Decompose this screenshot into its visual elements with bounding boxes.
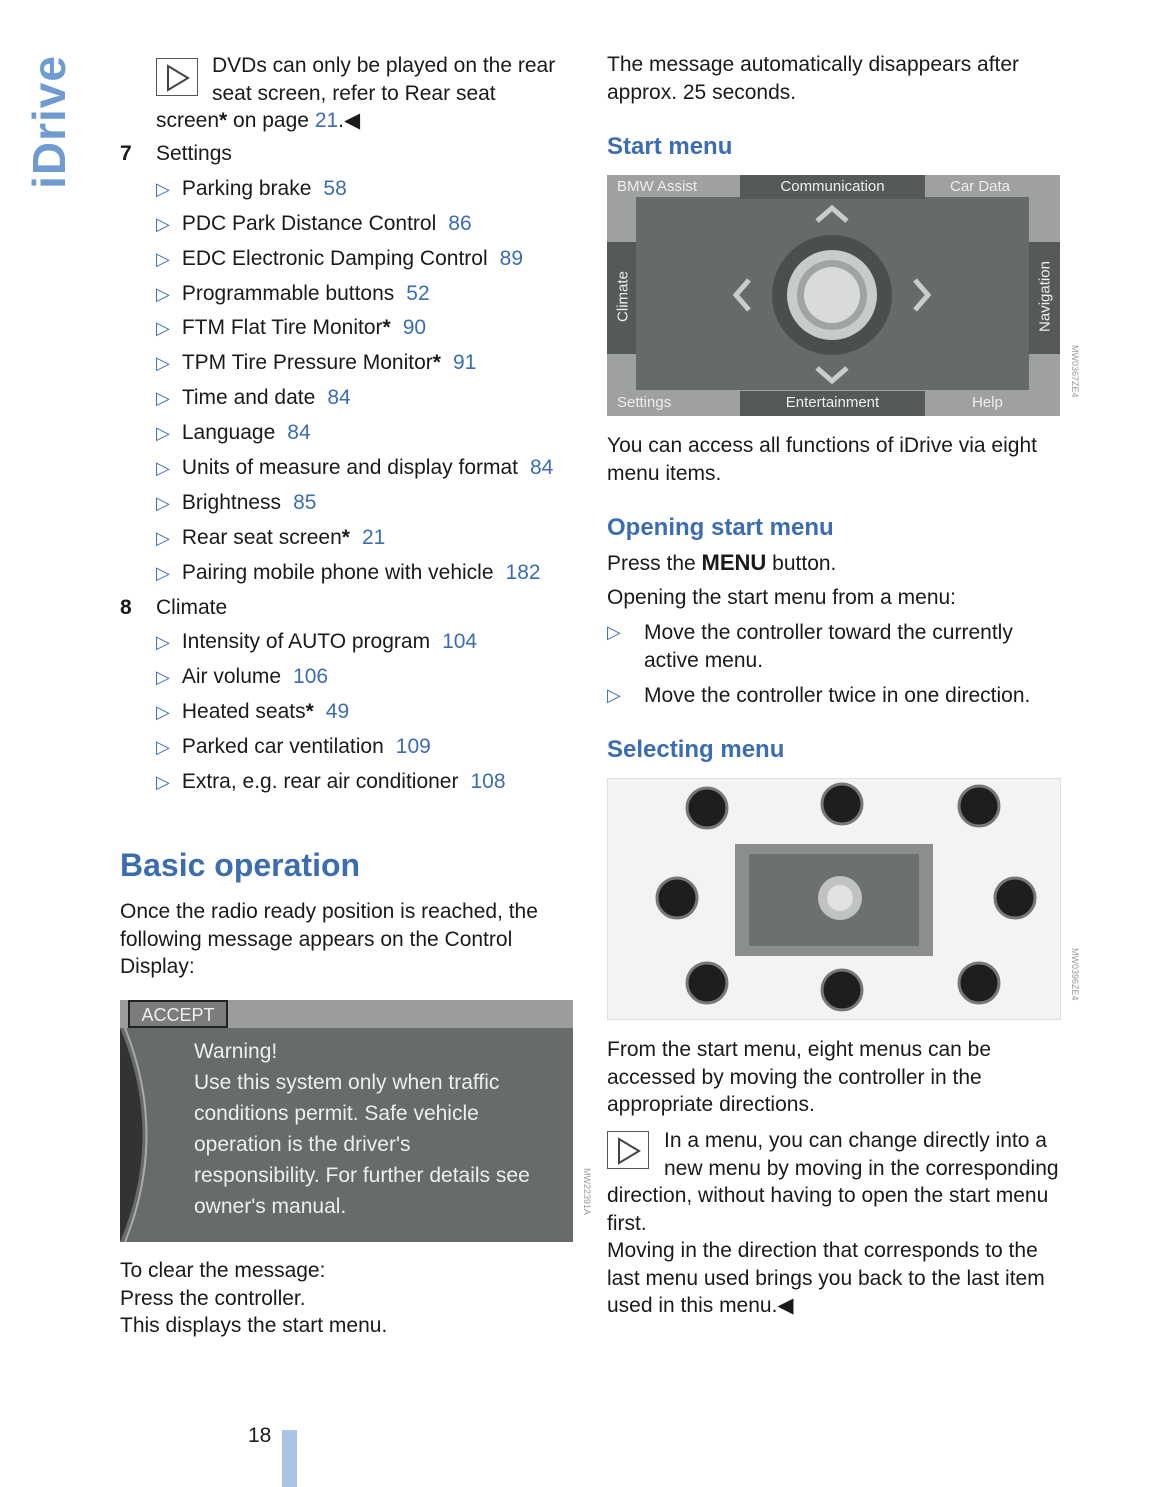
list-item <box>120 486 580 521</box>
optional-star: * <box>432 351 441 375</box>
image-code: MW22391A <box>582 1168 592 1216</box>
group-title: Climate <box>156 595 228 619</box>
page-link[interactable]: 86 <box>448 211 472 235</box>
controller-knob-icon <box>822 970 862 1010</box>
list-item <box>120 277 580 312</box>
selecting-title: Selecting menu <box>607 736 785 763</box>
triangle-bullet-icon: ▷ <box>156 318 170 339</box>
accept-tab: ACCEPT <box>128 1000 228 1028</box>
triangle-bullet-icon: ▷ <box>156 667 170 688</box>
warning-line: operation is the driver's <box>194 1133 411 1156</box>
triangle-bullet-icon: ▷ <box>156 772 170 793</box>
optional-star: * <box>305 700 314 724</box>
start-menu-screenshot <box>607 175 1060 416</box>
item-label: Programmable buttons <box>181 281 395 305</box>
access-text: You can access all functions of iDrive via eight menu items. <box>607 434 1037 485</box>
warning-arc-decoration <box>120 1028 160 1242</box>
list-item <box>120 242 580 277</box>
triangle-bullet-icon: ▷ <box>156 283 170 304</box>
list-group-climate <box>120 591 580 626</box>
item-label: Air volume <box>181 665 282 689</box>
item-label: Parked car ventilation <box>181 735 384 759</box>
warning-line: responsibility. For further details see <box>194 1164 530 1187</box>
menu-help: Help <box>972 394 1003 411</box>
triangle-bullet-icon: ▷ <box>156 492 170 513</box>
item-label: Language <box>181 421 276 445</box>
page-link[interactable]: 84 <box>327 386 351 410</box>
list-item <box>120 660 580 695</box>
item-label: FTM Flat Tire Monitor <box>181 316 383 340</box>
list-item <box>120 172 580 207</box>
list-item <box>120 695 580 730</box>
eight-menus-text: From the start menu, eight menus can be accessed by moving the controller in the appropriate directions. <box>607 1038 992 1116</box>
page-number: 18 <box>248 1424 272 1447</box>
list-item <box>120 381 580 416</box>
bullet-list <box>607 619 1057 710</box>
page-link[interactable]: 58 <box>323 176 347 200</box>
page-link[interactable]: 104 <box>442 630 478 654</box>
menu-navigation: Navigation <box>1036 261 1054 332</box>
warning-screenshot <box>120 1000 573 1242</box>
page-link[interactable]: 85 <box>293 490 317 514</box>
optional-star: * <box>382 316 391 340</box>
item-label: Parking brake <box>181 176 312 200</box>
item-label: EDC Electronic Damping Control <box>181 246 488 270</box>
image-code: MW0367ZE4 <box>1070 345 1080 398</box>
page-link[interactable]: 106 <box>293 665 329 689</box>
triangle-bullet-icon: ▷ <box>156 458 170 479</box>
list-item: ▷ Move the controller toward the currently active menu. <box>607 621 1013 672</box>
list-item <box>120 625 580 660</box>
triangle-bullet-icon: ▷ <box>156 737 170 758</box>
section-tab: iDrive <box>22 55 75 189</box>
triangle-bullet-icon: ▷ <box>607 685 621 705</box>
optional-star: * <box>341 525 350 549</box>
warning-line: owner's manual. <box>194 1195 347 1218</box>
page-link[interactable]: 21 <box>314 109 339 132</box>
page-link[interactable]: 91 <box>452 351 477 375</box>
group-title: Settings <box>156 142 232 165</box>
item-label: Brightness <box>181 490 282 514</box>
menu-settings: Settings <box>617 394 672 411</box>
item-label: Units of measure and display format <box>181 456 518 480</box>
list-item <box>120 207 580 242</box>
item-label: Heated seats <box>181 700 306 724</box>
note-icon <box>156 58 198 96</box>
menu-climate: Climate <box>614 271 632 322</box>
page-link[interactable]: 21 <box>361 525 386 549</box>
list-item <box>120 451 580 486</box>
auto-disappear-text: The message automatically disappears after approx. 25 seconds. <box>607 53 1020 104</box>
list-item <box>120 556 580 591</box>
clear-instructions: To clear the message: Press the controller. This displays the start menu. <box>120 1259 388 1337</box>
opening-title: Opening start menu <box>607 514 834 541</box>
warning-line: conditions permit. Safe vehicle <box>194 1102 479 1125</box>
list-group-settings <box>120 137 580 172</box>
list-item <box>120 346 580 381</box>
item-label: Pairing mobile phone with vehicle <box>181 560 494 584</box>
start-menu-title: Start menu <box>607 133 733 160</box>
menu-car-data: Car Data <box>950 178 1011 195</box>
from-menu-text: Opening the start menu from a menu: <box>607 586 957 609</box>
page-link[interactable]: 84 <box>287 421 311 445</box>
page-link[interactable]: 84 <box>530 456 554 480</box>
item-label: PDC Park Distance Control <box>181 211 437 235</box>
page-bar <box>282 1430 297 1487</box>
menu-entertainment: Entertainment <box>785 394 880 411</box>
triangle-bullet-icon: ▷ <box>156 213 170 234</box>
item-label: Time and date <box>181 386 316 410</box>
tip-note: In a menu, you can change directly into a new menu by moving in the corresponding direction, without having to open the start menu first. Moving in the direction that corresponds to the last menu used brings you back to the last item used in this menu.◀ <box>607 1129 1059 1317</box>
page-link[interactable]: 52 <box>406 281 430 305</box>
group-number: 7 <box>120 142 132 165</box>
list-item <box>120 311 580 346</box>
triangle-bullet-icon: ▷ <box>156 353 170 374</box>
controller-knob-icon <box>657 878 697 918</box>
page-link[interactable]: 108 <box>470 770 506 794</box>
warning-text <box>194 1036 530 1222</box>
page-link[interactable]: 89 <box>499 246 523 270</box>
controller-icon <box>727 203 937 388</box>
controller-knob-icon <box>687 963 727 1003</box>
section-title: Basic operation <box>120 847 361 883</box>
note-icon <box>607 1131 649 1169</box>
controller-knob-icon <box>687 788 727 828</box>
basic-text: Once the radio ready position is reached, the following message appears on the Control Display: <box>120 900 538 978</box>
list-item: ▷ Move the controller twice in one direction. <box>607 682 1057 710</box>
controller-knob-icon <box>822 784 862 824</box>
warning-line: Warning! <box>194 1040 278 1063</box>
item-label: Rear seat screen <box>181 525 342 549</box>
list-item <box>120 416 580 451</box>
triangle-bullet-icon: ▷ <box>156 632 170 653</box>
page-link[interactable]: 90 <box>402 316 427 340</box>
menu-bmw-assist: BMW Assist <box>617 178 698 195</box>
list-item <box>120 765 580 800</box>
list-item <box>120 730 580 765</box>
selecting-menu-diagram <box>607 778 1061 1020</box>
triangle-bullet-icon: ▷ <box>607 622 621 642</box>
triangle-bullet-icon: ▷ <box>156 562 170 583</box>
item-label: Extra, e.g. rear air conditioner <box>181 770 459 794</box>
page-link[interactable]: 109 <box>395 735 431 759</box>
list-item <box>120 521 580 556</box>
item-label: TPM Tire Pressure Monitor <box>181 351 433 375</box>
controller-knob-icon <box>959 786 999 826</box>
page-link[interactable]: 49 <box>325 700 350 724</box>
triangle-bullet-icon: ▷ <box>156 178 170 199</box>
triangle-bullet-icon: ▷ <box>156 702 170 723</box>
menu-communication: Communication <box>780 178 885 195</box>
page-link[interactable]: 182 <box>505 560 541 584</box>
settings-list <box>120 137 580 800</box>
triangle-bullet-icon: ▷ <box>156 248 170 269</box>
warning-line: Use this system only when traffic <box>194 1071 500 1094</box>
triangle-bullet-icon: ▷ <box>156 423 170 444</box>
triangle-bullet-icon: ▷ <box>156 388 170 409</box>
menu-key: MENU <box>701 550 767 575</box>
press-menu-text: Press the MENU button. <box>607 550 837 575</box>
controller-knob-icon <box>995 878 1035 918</box>
image-code: MW0396ZE4 <box>1070 948 1080 1001</box>
controller-knob-icon <box>959 963 999 1003</box>
item-label: Intensity of AUTO program <box>181 630 431 654</box>
dvd-note: DVDs can only be played on the rear seat screen, refer to Rear seat screen* on page 21.◀ <box>156 54 556 132</box>
group-number: 8 <box>120 595 132 619</box>
triangle-bullet-icon: ▷ <box>156 527 170 548</box>
